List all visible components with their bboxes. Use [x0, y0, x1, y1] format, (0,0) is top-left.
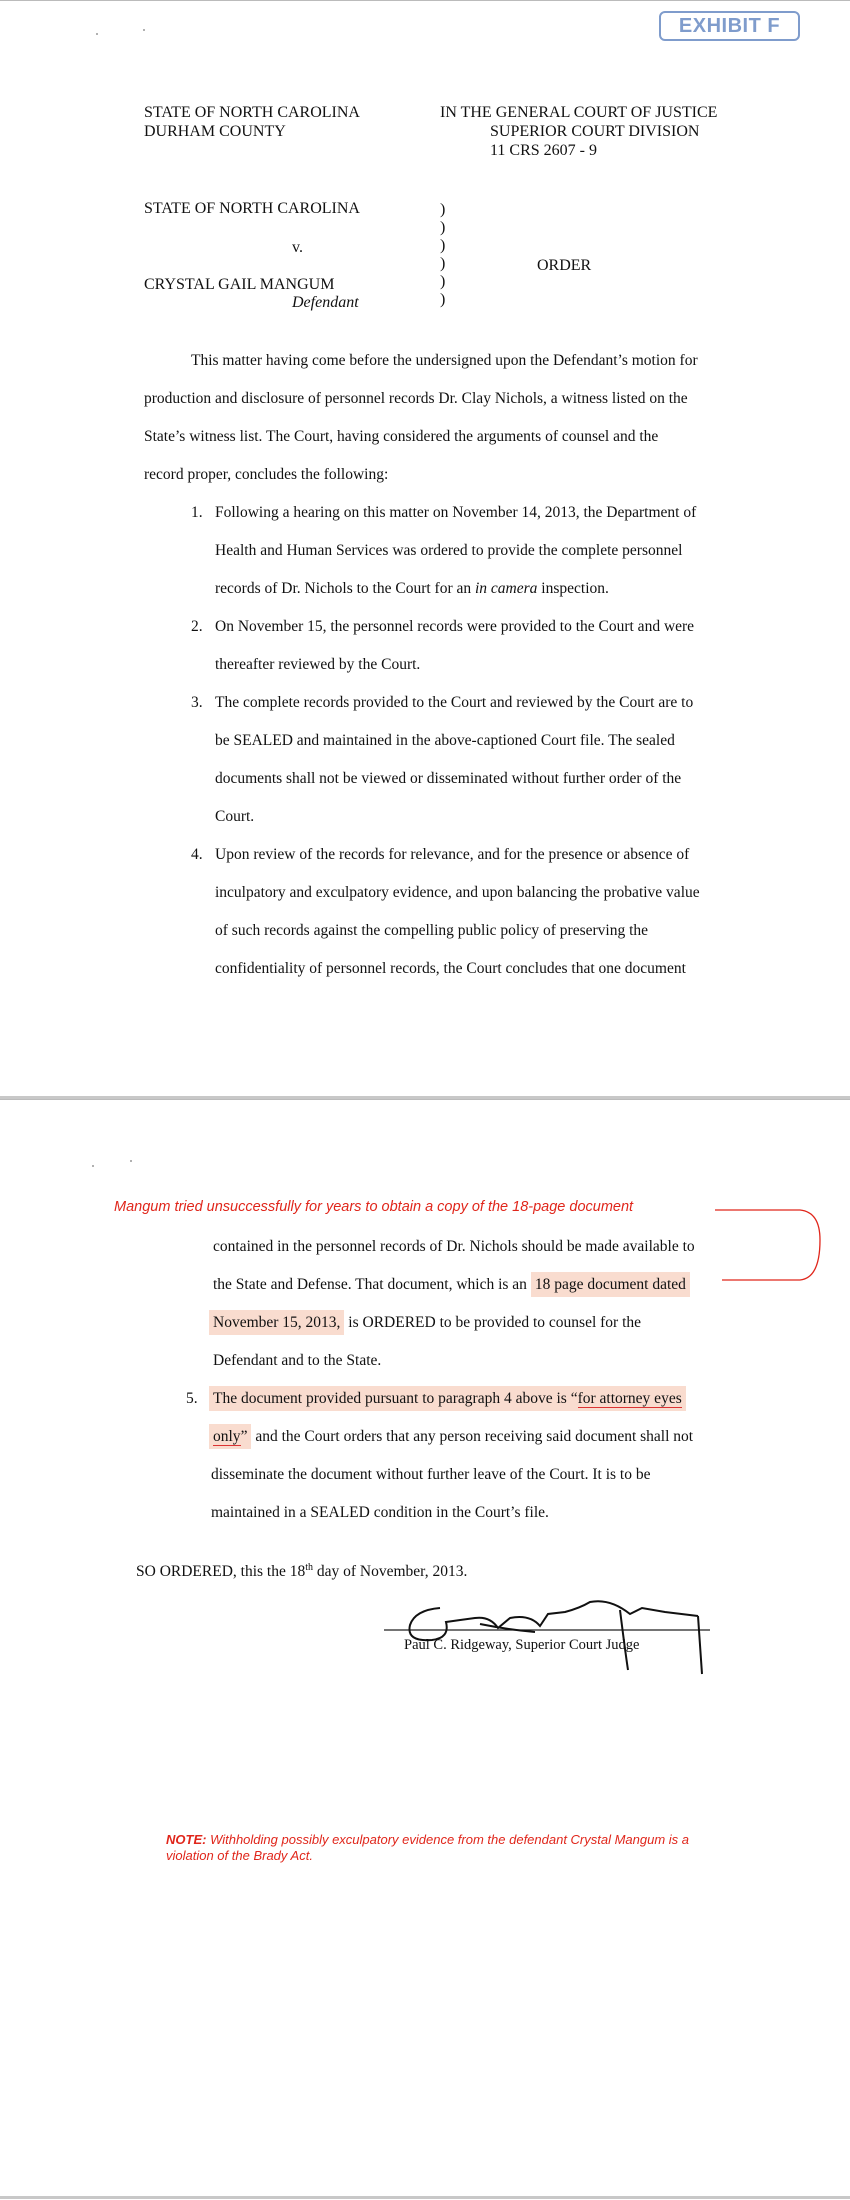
caption-county: DURHAM COUNTY [144, 123, 286, 140]
item-line: Upon review of the records for relevance, and for the presence or absence of [215, 846, 690, 863]
highlighted-text [209, 1386, 686, 1411]
item-line [209, 1314, 641, 1332]
so-ordered [136, 1562, 467, 1581]
item-number: 4. [191, 846, 203, 863]
note-text: Withholding possibly exculpatory evidence from the defendant Crystal Mangum is a violation of the Brady Act. [166, 1832, 690, 1863]
versus: v. [292, 239, 303, 256]
intro-line: This matter having come before the undersigned upon the Defendant’s motion for [191, 352, 698, 369]
annotation-text: Mangum tried unsuccessfully for years to obtain a copy of the 18-page document [114, 1199, 634, 1215]
item-line: The complete records provided to the Court and reviewed by the Court are to [215, 694, 694, 711]
paren: ) [440, 273, 446, 290]
judge-name: Paul C. Ridgeway, Superior Court Judge [404, 1637, 640, 1653]
paren: ) [440, 255, 446, 272]
brady-note [166, 1832, 726, 1864]
scan-speck [143, 29, 145, 31]
paren: ) [440, 219, 446, 236]
item-line: Health and Human Services was ordered to provide the complete personnel [215, 542, 683, 559]
item-line: Defendant and to the State. [213, 1352, 382, 1369]
item-line: maintained in a SEALED condition in the Court’s file. [211, 1504, 549, 1521]
item-text: The document provided pursuant to paragraph 4 above is “ [213, 1390, 578, 1407]
item-number: 2. [191, 618, 203, 635]
item-line: On November 15, the personnel records were provided to the Court and were [215, 618, 695, 635]
item-text: ” [240, 1428, 248, 1445]
item-number: 5. [186, 1390, 198, 1407]
annotation-arrow [700, 1200, 830, 1300]
scan-speck [130, 1160, 132, 1162]
item-number: 3. [191, 694, 203, 711]
intro-line: record proper, concludes the following: [144, 466, 389, 483]
paren: ) [440, 201, 446, 218]
item-line: thereafter reviewed by the Court. [215, 656, 421, 673]
item-line [209, 1390, 686, 1408]
item-line [209, 1428, 693, 1446]
highlighted-text: 18 page document dated [531, 1272, 690, 1297]
highlighted-text: November 15, 2013, [209, 1310, 344, 1335]
item-text: inspection. [537, 580, 609, 597]
item-line: Court. [215, 808, 255, 825]
caption-division: SUPERIOR COURT DIVISION [490, 123, 700, 140]
page-bottom-border [0, 2196, 850, 2199]
paren: ) [440, 291, 446, 308]
item-text: records of Dr. Nichols to the Court for an [215, 580, 475, 597]
in-camera-text: in camera [475, 580, 538, 597]
item-line [215, 580, 609, 598]
intro-line: State’s witness list. The Court, having considered the arguments of counsel and the [144, 428, 659, 445]
caption-court: IN THE GENERAL COURT OF JUSTICE [440, 104, 718, 121]
item-text: day of November, 2013. [313, 1563, 468, 1581]
item-line: disseminate the document without further leave of the Court. It is to be [211, 1466, 651, 1483]
exhibit-label: EXHIBIT F [659, 11, 800, 41]
item-line: of such records against the compelling public policy of preserving the [215, 922, 649, 939]
ordinal-suffix: th [305, 1562, 313, 1573]
underlined-text: for attorney eyes [577, 1390, 682, 1407]
note-label: NOTE: [166, 1832, 207, 1847]
intro-line: production and disclosure of personnel records Dr. Clay Nichols, a witness listed on the [144, 390, 688, 407]
document-title: ORDER [537, 257, 592, 274]
item-line [213, 1276, 690, 1294]
scan-speck [96, 33, 98, 35]
paren: ) [440, 237, 446, 254]
item-text: SO ORDERED, this the 18 [136, 1563, 306, 1581]
underlined-text: only [213, 1428, 241, 1445]
item-line: inculpatory and exculpatory evidence, and upon balancing the probative value [215, 884, 700, 901]
item-line: Following a hearing on this matter on November 14, 2013, the Department of [215, 504, 697, 521]
item-line: contained in the personnel records of Dr. Nichols should be made available to [213, 1238, 695, 1255]
scan-speck [92, 1165, 94, 1167]
caption-state: STATE OF NORTH CAROLINA [144, 104, 360, 121]
item-text: and the Court orders that any person receiving said document shall not [251, 1428, 694, 1445]
defendant-name: CRYSTAL GAIL MANGUM [144, 276, 335, 293]
item-line: be SEALED and maintained in the above-captioned Court file. The sealed [215, 732, 675, 749]
item-line: confidentiality of personnel records, the Court concludes that one document [215, 960, 686, 977]
case-number: 11 CRS 2607 - 9 [490, 142, 597, 159]
highlighted-text [209, 1424, 251, 1449]
item-text: is ORDERED to be provided to counsel for the [344, 1314, 642, 1331]
plaintiff-name: STATE OF NORTH CAROLINA [144, 200, 360, 217]
item-number: 1. [191, 504, 203, 521]
item-text: the State and Defense. That document, which is an [213, 1276, 531, 1293]
item-line: documents shall not be viewed or disseminated without further order of the [215, 770, 682, 787]
defendant-role: Defendant [292, 294, 359, 311]
